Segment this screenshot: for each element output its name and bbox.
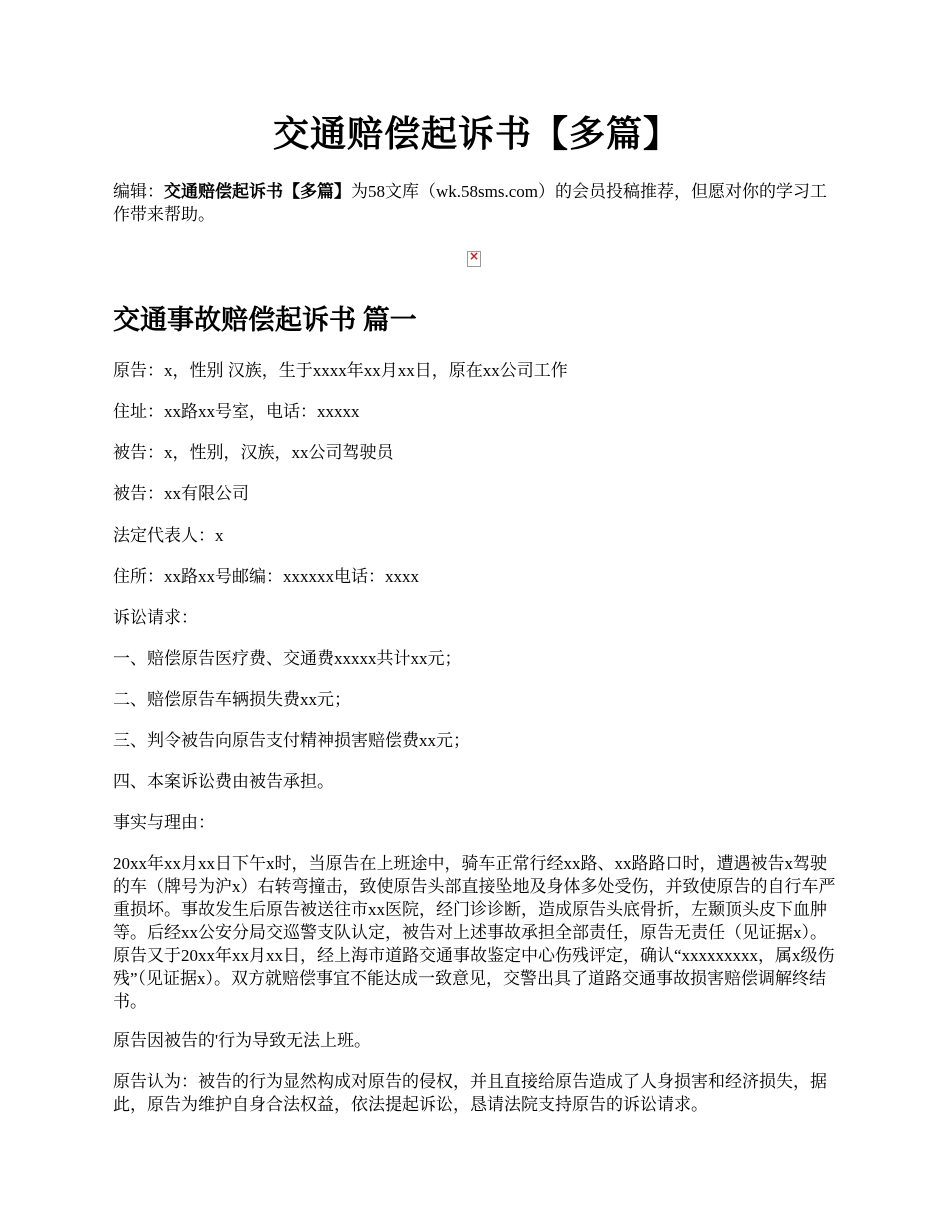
paragraph-defendant-address: 住所：xx路xx号邮编：xxxxxx电话：xxxx <box>113 567 419 586</box>
paragraph-claims-heading: 诉讼请求： <box>113 608 198 627</box>
paragraph-claim-2: 二、赔偿原告车辆损失费xx元； <box>113 690 351 709</box>
paragraph-defendant-2: 被告：xx有限公司 <box>113 484 249 503</box>
broken-image-icon <box>467 251 481 267</box>
paragraph-conclusion: 原告认为：被告的行为显然构成对原告的侵权，并且直接给原告造成了人身损害和经济损失，据此，原告为维护自身合法权益，依法提起诉讼，恳请法院支持原告的诉讼请求。 <box>113 1072 827 1114</box>
section-heading: 交通事故赔偿起诉书 篇一 <box>113 305 417 335</box>
paragraph-legal-representative: 法定代表人：x <box>113 526 224 545</box>
paragraph-claim-3: 三、判令被告向原告支付精神损害赔偿费xx元； <box>113 731 470 750</box>
paragraph-claim-4: 四、本案诉讼费由被告承担。 <box>113 772 334 791</box>
editor-note-title: 交通赔偿起诉书【多篇】 <box>164 182 351 201</box>
paragraph-claim-1: 一、赔偿原告医疗费、交通费xxxxx共计xx元； <box>113 649 462 668</box>
editor-note-suffix: 为58文库（wk.58sms.com）的会员投稿推荐，但愿对你的学习工作带来帮助。 <box>113 182 827 224</box>
paragraph-facts-heading: 事实与理由： <box>113 813 215 832</box>
document-title: 交通赔偿起诉书【多篇】 <box>272 114 680 154</box>
paragraph-plaintiff: 原告：x，性别 汉族，生于xxxx年xx月xx日，原在xx公司工作 <box>113 361 568 380</box>
paragraph-defendant-1: 被告：x，性别，汉族，xx公司驾驶员 <box>113 443 394 462</box>
paragraph-unable-to-work: 原告因被告的'行为导致无法上班。 <box>113 1031 372 1050</box>
editor-note <box>113 180 840 226</box>
editor-note-prefix: 编辑： <box>113 182 164 201</box>
paragraph-facts-body: 20xx年xx月xx日下午x时，当原告在上班途中，骑车正常行经xx路、xx路路口时，遭遇被告x驾驶的车（牌号为沪x）右转弯撞击，致使原告头部直接坠地及身体多处受伤，并致使原告的自行车严重损坏。事故发生后原告被送往市xx医院，经门诊诊断，造成原告头底骨折，左颞顶头皮下血肿等。后经xx公安分局交巡警支队认定，被告对上述事故承担全部责任，原告无责任（见证据x）。原告又于20xx年xx月xx日，经上海市道路交通事故鉴定中心伤残评定，确认“xxxxxxxxx，属x级伤残”（见证据x）。双方就赔偿事宜不能达成一致意见，交警出具了道路交通事故损害赔偿调解终结书。 <box>113 854 836 1011</box>
paragraph-plaintiff-address: 住址：xx路xx号室，电话：xxxxx <box>113 402 360 421</box>
